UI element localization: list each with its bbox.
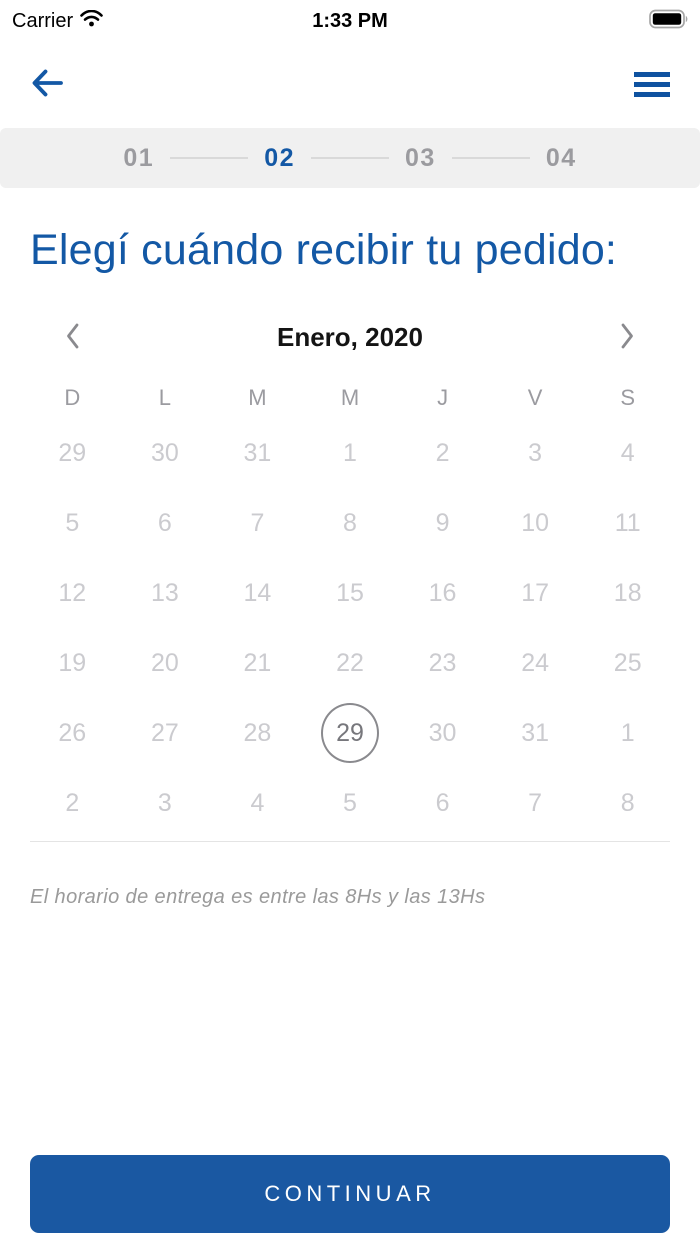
day-header: L — [158, 385, 171, 411]
calendar-day-selected[interactable]: 29 — [304, 698, 397, 768]
calendar-grid — [26, 418, 674, 838]
carrier-label: Carrier — [12, 9, 74, 32]
calendar-day[interactable]: 2 — [435, 438, 450, 467]
calendar-day[interactable]: 20 — [150, 648, 179, 677]
calendar-day[interactable]: 13 — [150, 578, 179, 607]
calendar-day[interactable]: 30 — [428, 718, 457, 747]
step-04: 04 — [545, 143, 577, 172]
calendar-day[interactable]: 30 — [150, 438, 179, 467]
page-title: Elegí cuándo recibir tu pedido: — [30, 226, 618, 274]
step-03: 03 — [405, 143, 436, 172]
calendar-day[interactable]: 6 — [157, 508, 172, 537]
calendar-day[interactable]: 10 — [521, 508, 550, 537]
day-header: D — [64, 385, 81, 411]
calendar-day[interactable]: 15 — [336, 578, 364, 607]
day-header: V — [527, 385, 543, 411]
arrow-left-icon — [30, 68, 64, 101]
calendar-day[interactable]: 22 — [336, 648, 364, 677]
calendar-day[interactable]: 2 — [65, 788, 80, 817]
calendar-day-headers — [26, 378, 674, 418]
calendar-day[interactable]: 24 — [521, 648, 550, 677]
calendar-day[interactable]: 1 — [343, 438, 357, 467]
step-indicator — [0, 128, 700, 188]
calendar — [0, 314, 700, 838]
hamburger-menu-icon — [634, 72, 670, 97]
calendar-day[interactable]: 31 — [521, 718, 550, 747]
calendar-day[interactable]: 31 — [243, 438, 272, 467]
next-month-button[interactable] — [581, 322, 674, 353]
calendar-day[interactable]: 7 — [250, 508, 265, 537]
calendar-day[interactable]: 11 — [614, 508, 641, 537]
step-connector — [311, 157, 389, 159]
calendar-day[interactable]: 4 — [250, 788, 265, 817]
calendar-day[interactable]: 5 — [65, 508, 80, 537]
day-header: M — [340, 385, 360, 411]
delivery-note: El horario de entrega es entre las 8Hs y las 13Hs — [30, 886, 486, 909]
calendar-day[interactable]: 8 — [343, 508, 357, 537]
status-time: 1:33 PM — [312, 9, 388, 32]
chevron-right-icon — [620, 322, 635, 353]
nav-bar — [0, 40, 700, 128]
back-button[interactable] — [30, 68, 64, 101]
calendar-day[interactable]: 19 — [58, 648, 87, 677]
calendar-day[interactable]: 9 — [435, 508, 450, 537]
prev-month-button[interactable] — [26, 322, 119, 353]
calendar-day[interactable]: 29 — [58, 438, 87, 467]
menu-button[interactable] — [634, 72, 670, 97]
divider — [30, 841, 670, 842]
calendar-day[interactable]: 3 — [157, 788, 172, 817]
calendar-day[interactable]: 7 — [528, 788, 543, 817]
calendar-day[interactable]: 21 — [243, 648, 272, 677]
chevron-left-icon — [65, 322, 80, 353]
day-header: J — [437, 385, 449, 411]
day-header: M — [248, 385, 267, 411]
calendar-day[interactable]: 14 — [243, 578, 272, 607]
calendar-day[interactable]: 16 — [428, 578, 457, 607]
calendar-day[interactable]: 18 — [613, 578, 642, 607]
continue-button[interactable]: CONTINUAR — [30, 1155, 670, 1233]
calendar-day[interactable]: 5 — [343, 788, 357, 817]
calendar-day[interactable]: 4 — [620, 438, 635, 467]
calendar-day[interactable]: 3 — [528, 438, 543, 467]
status-bar — [0, 0, 700, 40]
calendar-day[interactable]: 27 — [150, 718, 179, 747]
calendar-header — [26, 314, 674, 360]
calendar-day[interactable]: 28 — [243, 718, 272, 747]
calendar-day[interactable]: 1 — [620, 718, 635, 747]
step-01: 01 — [123, 143, 155, 172]
calendar-month-label: Enero, 2020 — [277, 321, 423, 352]
step-connector — [452, 157, 530, 159]
calendar-day[interactable]: 25 — [613, 648, 642, 677]
calendar-day[interactable]: 12 — [58, 578, 87, 607]
calendar-day[interactable]: 23 — [428, 648, 457, 677]
calendar-day[interactable]: 26 — [58, 718, 87, 747]
calendar-day[interactable]: 6 — [435, 788, 450, 817]
calendar-day[interactable]: 17 — [521, 578, 550, 607]
step-02-active: 02 — [264, 143, 295, 172]
day-header: S — [620, 385, 636, 411]
calendar-day[interactable]: 8 — [620, 788, 635, 817]
step-connector — [170, 157, 248, 159]
